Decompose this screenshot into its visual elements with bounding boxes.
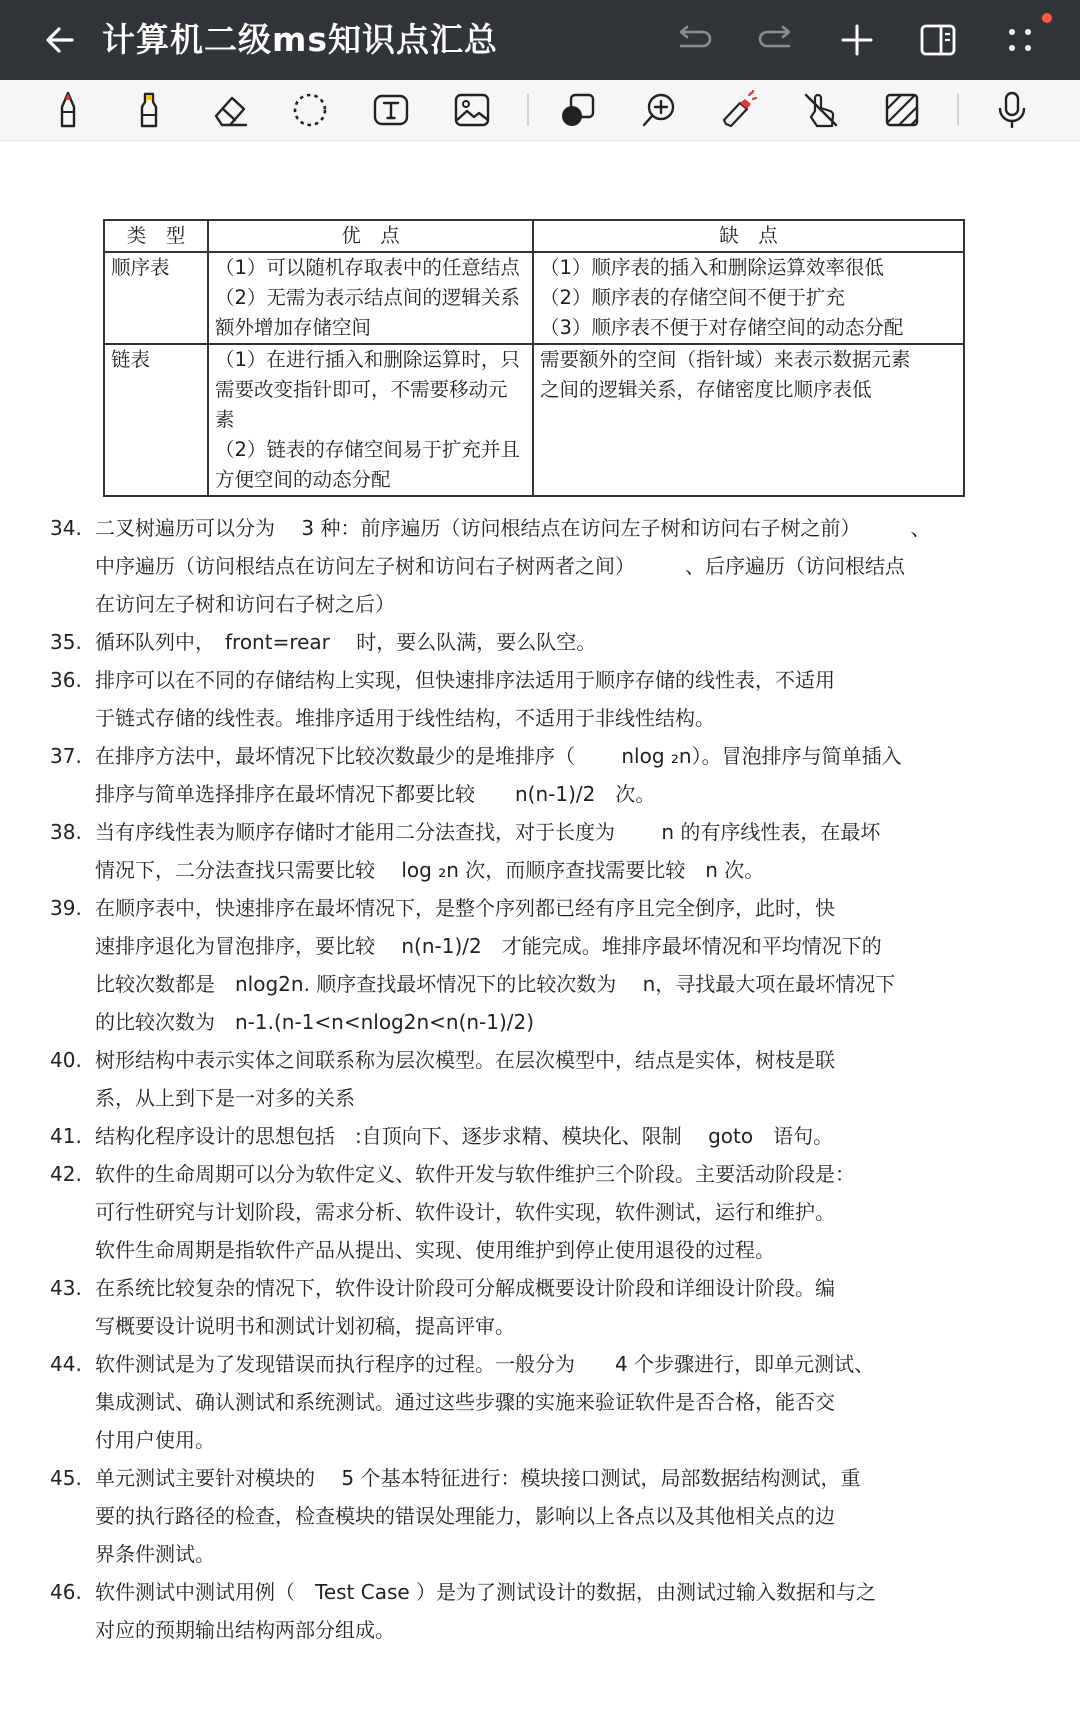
microphone-tool[interactable]: [988, 86, 1036, 134]
item-number: 37.: [50, 744, 82, 768]
toolbar-divider: [527, 94, 529, 126]
item-number: 41.: [50, 1124, 82, 1148]
cell-line: （2）无需为表示结点间的逻辑关系: [215, 286, 520, 309]
more-icon: [1002, 22, 1038, 58]
image-tool[interactable]: [448, 86, 496, 134]
item-line: 比较次数都是 nlog2n. 顺序查找最坏情况下的比较次数为 n，寻找最大项在最坏情况下: [95, 972, 896, 996]
highlighter-tool[interactable]: [125, 86, 173, 134]
item-number: 42.: [50, 1162, 82, 1186]
list-item: [0, 1459, 965, 1573]
table-cell-cons: [533, 344, 964, 496]
item-line: 要的执行路径的检查，检查模块的错误处理能力，影响以上各点以及其他相关点的边: [95, 1504, 835, 1528]
microphone-icon: [992, 90, 1032, 130]
note-page[interactable]: [0, 141, 1080, 1728]
undo-button[interactable]: [670, 16, 718, 64]
notification-dot: [1042, 13, 1052, 23]
item-number: 38.: [50, 820, 82, 844]
item-line: 在访问左子树和访问右子树之后）: [95, 592, 395, 616]
list-item: [0, 1155, 965, 1269]
cell-line: 方便空间的动态分配: [215, 468, 391, 491]
image-icon: [452, 90, 492, 130]
laser-pointer-tool[interactable]: [716, 86, 764, 134]
item-line: 单元测试主要针对模块的 5 个基本特征进行：模块接口测试，局部数据结构测试，重: [95, 1466, 861, 1490]
item-line: 软件生命周期是指软件产品从提出、实现、使用维护到停止使用退役的过程。: [95, 1238, 775, 1262]
lasso-icon: [290, 90, 330, 130]
item-line: 排序与简单选择排序在最坏情况下都要比较 n(n-1)/2 次。: [95, 782, 656, 806]
cell-line: 需要改变指针即可，不需要移动元: [215, 378, 508, 401]
laser-pointer-icon: [720, 90, 760, 130]
item-number: 36.: [50, 668, 82, 692]
item-line: 二叉树遍历可以分为 3 种：前序遍历（访问根结点在访问左子树和访问右子树之前） 、: [95, 516, 931, 540]
shape-icon: [558, 90, 598, 130]
item-line: 的比较次数为 n-1.(n-1<n<nlog2n<n(n-1)/2): [95, 1010, 535, 1034]
eraser-icon: [210, 90, 250, 130]
highlighter-icon: [134, 90, 164, 130]
item-number: 39.: [50, 896, 82, 920]
cell-line: （2）链表的存储空间易于扩充并且: [215, 438, 520, 461]
item-line: 软件测试中测试用例（ Test Case ）是为了测试设计的数据，由测试过输入数据和与之: [95, 1580, 877, 1604]
text-box-icon: [371, 90, 411, 130]
list-item: [0, 1269, 965, 1345]
back-arrow-icon: [42, 22, 78, 58]
cell-line: 额外增加存储空间: [215, 316, 372, 339]
table-header: 优 点: [208, 220, 533, 252]
table-cell-type: 顺序表: [104, 252, 208, 344]
item-number: 46.: [50, 1580, 82, 1604]
item-line: 系，从上到下是一对多的关系: [95, 1086, 355, 1110]
item-number: 43.: [50, 1276, 82, 1300]
eraser-tool[interactable]: [206, 86, 254, 134]
list-item: [0, 889, 965, 1041]
item-line: 界条件测试。: [95, 1542, 215, 1566]
item-line: 排序可以在不同的存储结构上实现，但快速排序法适用于顺序存储的线性表，不适用: [95, 668, 835, 692]
layout-icon: [919, 23, 957, 57]
text-box-tool[interactable]: [367, 86, 415, 134]
table-header: 缺 点: [533, 220, 964, 252]
item-number: 44.: [50, 1352, 82, 1376]
item-line: 当有序线性表为顺序存储时才能用二分法查找，对于长度为 n 的有序线性表，在最坏: [95, 820, 881, 844]
cell-line: 之间的逻辑关系，存储密度比顺序表低: [540, 378, 872, 401]
item-number: 45.: [50, 1466, 82, 1490]
list-item: [0, 813, 965, 889]
item-line: 在排序方法中，最坏情况下比较次数最少的是堆排序（ nlog ₂n）。冒泡排序与简单插入: [95, 744, 902, 768]
list-item: [0, 509, 965, 623]
list-item: [0, 737, 965, 813]
item-line: 结构化程序设计的思想包括 :自顶向下、逐步求精、模块化、限制 goto 语句。: [95, 1124, 834, 1148]
item-line: 写概要设计说明书和测试计划初稿，提高评审。: [95, 1314, 515, 1338]
table-row: [104, 344, 964, 496]
list-item: [0, 623, 965, 661]
comparison-table: [103, 219, 965, 497]
background-tool[interactable]: [878, 86, 926, 134]
pen-icon: [53, 90, 83, 130]
cell-line: （3）顺序表不便于对存储空间的动态分配: [540, 316, 904, 339]
cell-line: （1）顺序表的插入和删除运算效率很低: [540, 256, 884, 279]
item-line: 速排序退化为冒泡排序，要比较 n(n-1)/2 才能完成。堆排序最坏情况和平均情况下的: [95, 934, 882, 958]
list-item: [0, 1573, 965, 1649]
add-icon: [839, 22, 875, 58]
page-title: 计算机二级ms知识点汇总: [102, 20, 499, 59]
redo-button[interactable]: [752, 16, 800, 64]
cell-line: （1）在进行插入和删除运算时，只: [215, 348, 520, 371]
table-cell-type: 链表: [104, 344, 208, 496]
redo-icon: [757, 25, 795, 55]
item-line: 对应的预期输出结构两部分组成。: [95, 1618, 395, 1642]
item-line: 情况下，二分法查找只需要比较 log ₂n 次，而顺序查找需要比较 n 次。: [95, 858, 765, 882]
table-cell-pros: [208, 252, 533, 344]
table-header: 类 型: [104, 220, 208, 252]
item-line: 集成测试、确认测试和系统测试。通过这些步骤的实施来验证软件是否合格，能否交: [95, 1390, 835, 1414]
zoom-tool[interactable]: [635, 86, 683, 134]
item-line: 可行性研究与计划阶段，需求分析、软件设计，软件实现，软件测试，运行和维护。: [95, 1200, 835, 1224]
more-button[interactable]: [996, 16, 1044, 64]
finger-draw-tool[interactable]: [797, 86, 845, 134]
list-item: [0, 1117, 965, 1155]
item-line: 软件测试是为了发现错误而执行程序的过程。一般分为 4 个步骤进行，即单元测试、: [95, 1352, 875, 1376]
undo-icon: [675, 25, 713, 55]
lasso-tool[interactable]: [286, 86, 334, 134]
toolbar-divider: [957, 94, 959, 126]
table-header-row: [104, 220, 964, 252]
finger-draw-icon: [801, 90, 841, 130]
list-item: [0, 1041, 965, 1117]
item-line: 循环队列中， front=rear 时，要么队满，要么队空。: [95, 630, 597, 654]
item-number: 35.: [50, 630, 82, 654]
drawing-toolbar: [0, 80, 1080, 141]
item-line: 在顺序表中，快速排序在最坏情况下，是整个序列都已经有序且完全倒序，此时，快: [95, 896, 835, 920]
table-cell-cons: [533, 252, 964, 344]
knowledge-list: [0, 509, 1080, 1649]
pen-tool[interactable]: [44, 86, 92, 134]
table-row: [104, 252, 964, 344]
cell-line: 需要额外的空间（指针域）来表示数据元素: [540, 348, 911, 371]
shape-tool[interactable]: [554, 86, 602, 134]
layout-button[interactable]: [914, 16, 962, 64]
item-line: 软件的生命周期可以分为软件定义、软件开发与软件维护三个阶段。主要活动阶段是：: [95, 1162, 855, 1186]
cell-line: （2）顺序表的存储空间不便于扩充: [540, 286, 845, 309]
list-item: [0, 1345, 965, 1459]
item-number: 40.: [50, 1048, 82, 1072]
item-number: 34.: [50, 516, 82, 540]
item-line: 付用户使用。: [95, 1428, 215, 1452]
item-line: 树形结构中表示实体之间联系称为层次模型。在层次模型中，结点是实体，树枝是联: [95, 1048, 835, 1072]
list-item: [0, 661, 965, 737]
item-line: 于链式存储的线性表。堆排序适用于线性结构，不适用于非线性结构。: [95, 706, 715, 730]
item-line: 中序遍历（访问根结点在访问左子树和访问右子树两者之间） 、后序遍历（访问根结点: [95, 554, 905, 578]
back-button[interactable]: [36, 16, 84, 64]
cell-line: （1）可以随机存取表中的任意结点: [215, 256, 520, 279]
table-cell-pros: [208, 344, 533, 496]
item-line: 在系统比较复杂的情况下，软件设计阶段可分解成概要设计阶段和详细设计阶段。编: [95, 1276, 835, 1300]
zoom-icon: [639, 90, 679, 130]
app-header: [0, 0, 1080, 80]
background-icon: [882, 90, 922, 130]
cell-line: 素: [215, 408, 235, 431]
add-button[interactable]: [833, 16, 881, 64]
